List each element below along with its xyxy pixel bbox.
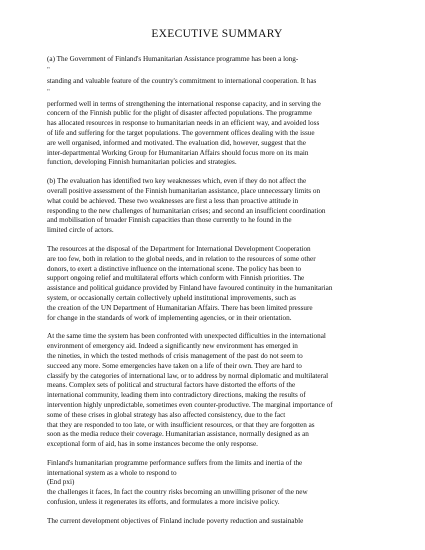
paragraph-a-line1: (a) The Government of Finland's Humanitarian Assistance programme has been a long- <box>47 55 299 63</box>
paragraph-c: The resources at the disposal of the Department for International Development Cooperation are too few, both in relation to the global needs, and in relation to the resources of some other donors, to exert a distinctive influence on the international scene. The policy has been to support ongoing relief and multilateral efforts which conform with Finnish priorities. The assistance and political guidance provided by Finland have favoured continuity in the humanitarian system, or occasionally certain collectively upheld institutional improvements, such as the creation of the UN Department of Humanitarian Affairs. There has been limited pressure for change in the standards of work of implementing agencies, or in their orientation. <box>47 244 333 322</box>
paragraph-a-line2: standing and valuable feature of the country's commitment to international cooperation. It has <box>47 76 317 85</box>
document-page <box>47 0 387 527</box>
paragraph-d: At the same time the system has been confronted with unexpected difficulties in the international environment of emergency aid. Indeed a significantly new environment has emerged in the nineties, in which the tested methods of crisis management of the past do not seem to succeed any more. Some emergencies have taken on a life of their own. They are hard to classify by the categories of international law, or to address by normal diplomatic and multilateral means. Complex sets of political and structural factors have distorted the efforts of the international community, leading them into contradictory directions, making the results of intervention highly unpredictable, sometimes even counter-productive. The marginal importance of some of these crises in global strategy has also affected consistency, due to the fact that they are responded to too late, or with insufficient resources, or that they are forgotten as soon as the media reduce their coverage. Humanitarian assistance, normally designed as an exceptional form of aid, has in some instances become the only response. <box>47 332 333 449</box>
page-title: EXECUTIVE SUMMARY <box>151 28 283 40</box>
stray-mark: " <box>47 87 50 96</box>
paragraph-b: (b) The evaluation has identified two key weaknesses which, even if they do not affect the overall positive assessment of the Finnish humanitarian assistance, place unnecessary limits on what could be achieved. These two weaknesses are first a less than proactive attitude in responding to the new challenges of humanitarian crises; and second an insufficient coordination and mobilisation of broader Finnish capacities than those currently to he found in the limited circle of actors. <box>47 177 326 235</box>
stray-mark: " <box>47 65 50 74</box>
paragraph-e: Finland's humanitarian programme performance suffers from the limits and inertia of the international system as a whole to respond to (End pxi) the challenges it faces, In fact the country risks becoming an unwilling prisoner of the new confusion, unless it regenerates its efforts, and formulates a more incisive policy. <box>47 458 308 507</box>
paragraph-a-body: performed well in terms of strengthening the international response capacity, and in serving the concern of the Finnish public for the plight of disaster affected populations. The programme has allocated resources in response to humanitarian needs in an efficient way, and avoided loss of life and suffering for the target populations. The government offices dealing with the issue are well organised, informed and motivated. The evaluation did, however, suggest that the inter-departmental Working Group for Humanitarian Affairs should focus more on its main function, developing Finnish humanitarian policies and strategies. <box>47 99 321 167</box>
paragraph-f: The current development objectives of Finland include poverty reduction and sustainable <box>47 516 304 525</box>
